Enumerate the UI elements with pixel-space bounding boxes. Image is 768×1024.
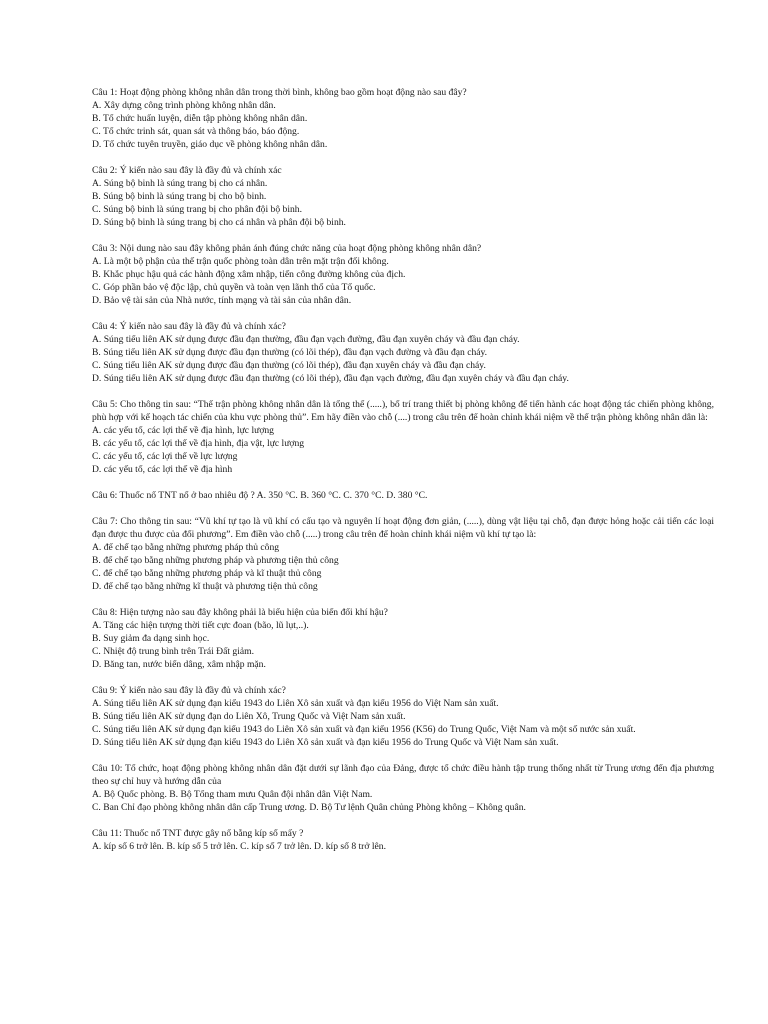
answer-option: C. Súng bộ binh là súng trang bị cho phân đội bộ binh. xyxy=(92,204,302,215)
answer-option: B. Suy giảm đa dạng sinh học. xyxy=(92,633,210,644)
document-body xyxy=(92,86,714,866)
question-4 xyxy=(92,320,714,385)
question-5 xyxy=(92,398,714,476)
answer-option: B. để chế tạo bằng những phương pháp và phương tiện thủ công xyxy=(92,555,339,566)
answer-option: A. Xây dựng công trình phòng không nhân dân. xyxy=(92,100,276,111)
question-text: Câu 1: Hoạt động phòng không nhân dân trong thời bình, không bao gồm hoạt động nào sau đây? xyxy=(92,87,467,98)
question-6 xyxy=(92,489,714,502)
answer-option: A. Súng tiểu liên AK sử dụng đạn kiểu 1943 do Liên Xô sản xuất và đạn kiểu 1956 do Việt Nam sản xuất. xyxy=(92,698,499,709)
answer-option: A. Súng tiểu liên AK sử dụng được đầu đạn thường, đầu đạn vạch đường, đầu đạn xuyên cháy và đầu đạn cháy. xyxy=(92,334,520,345)
answer-option: B. Tổ chức huấn luyện, diễn tập phòng không nhân dân. xyxy=(92,113,308,124)
answer-option: C. để chế tạo bằng những phương pháp và kĩ thuật thủ công xyxy=(92,568,322,579)
question-9 xyxy=(92,684,714,749)
answer-option: D. Tổ chức tuyên truyền, giáo dục về phòng không nhân dân. xyxy=(92,139,328,150)
question-10 xyxy=(92,762,714,814)
question-1 xyxy=(92,86,714,151)
answer-option: C. Nhiệt độ trung bình trên Trái Đất giảm. xyxy=(92,646,255,657)
question-text: Câu 9: Ý kiến nào sau đây là đầy đủ và chính xác? xyxy=(92,685,286,696)
answer-option: A. kíp số 6 trở lên. B. kíp số 5 trở lên. C. kíp số 7 trở lên. D. kíp số 8 trở lên. xyxy=(92,841,386,852)
answer-option: B. Khắc phục hậu quả các hành động xâm nhập, tiến công đường không của địch. xyxy=(92,269,406,280)
answer-option: C. Góp phần bảo vệ độc lập, chủ quyền và toàn vẹn lãnh thổ của Tổ quốc. xyxy=(92,282,376,293)
answer-option: B. Súng tiểu liên AK sử dụng được đầu đạn thường (có lõi thép), đầu đạn vạch đường và đầu đạn cháy. xyxy=(92,347,488,358)
answer-option: A. Tăng các hiện tượng thời tiết cực đoan (bão, lũ lụt,..). xyxy=(92,620,309,631)
answer-option: C. Súng tiểu liên AK sử dụng đạn kiểu 1943 do Liên Xô sản xuất và đạn kiểu 1956 (K56) do Trung Quốc, Việt Nam và một số nước sản xuất. xyxy=(92,724,636,735)
answer-option: A. các yếu tố, các lợi thế về địa hình, lực lượng xyxy=(92,425,274,436)
answer-option: D. Súng tiểu liên AK sử dụng đạn kiểu 1943 do Liên Xô sản xuất và đạn kiểu 1956 do Trung Quốc và Việt Nam sản xuất. xyxy=(92,737,559,748)
answer-option: D. Bảo vệ tài sản của Nhà nước, tính mạng và tài sản của nhân dân. xyxy=(92,295,352,306)
question-text: Câu 10: Tổ chức, hoạt động phòng không nhân dân đặt dưới sự lãnh đạo của Đảng, được tổ chức điều hành tập trung thống nhất từ Trung ương đến địa phương theo sự chỉ huy và hướng dẫn của xyxy=(92,763,714,787)
answer-option: A. để chế tạo bằng những phương pháp thủ công xyxy=(92,542,280,553)
answer-option: D. để chế tạo bằng những kĩ thuật và phương tiện thủ công xyxy=(92,581,318,592)
question-text: Câu 3: Nội dung nào sau đây không phản ánh đúng chức năng của hoạt động phòng không nhân dân? xyxy=(92,243,482,254)
answer-option: D. Súng bộ binh là súng trang bị cho cá nhân và phân đội bộ binh. xyxy=(92,217,346,228)
answer-option: B. Súng tiểu liên AK sử dụng đạn do Liên Xô, Trung Quốc và Việt Nam sản xuất. xyxy=(92,711,406,722)
answer-option: D. Súng tiểu liên AK sử dụng được đầu đạn thường (có lõi thép), đầu đạn vạch đường, đầu đạn xuyên cháy và đầu đạn cháy. xyxy=(92,373,569,384)
answer-option: C. Ban Chỉ đạo phòng không nhân dân cấp Trung ương. D. Bộ Tư lệnh Quân chủng Phòng không – Không quân. xyxy=(92,802,526,813)
question-text: Câu 4: Ý kiến nào sau đây là đầy đủ và chính xác? xyxy=(92,321,286,332)
answer-option: A. Là một bộ phận của thế trận quốc phòng toàn dân trên mặt trận đối không. xyxy=(92,256,389,267)
question-text: Câu 7: Cho thông tin sau: “Vũ khí tự tạo là vũ khí có cấu tạo và nguyên lí hoạt động đơn giản, (.....), dùng vật liệu tại chỗ, đạn được hỏng hoặc cải tiến các loại đạn được thu được của đối phương”. Em điền vào chỗ (.....) trong câu trên để hoàn chỉnh khái niệm vũ khí tự tạo là: xyxy=(92,516,714,540)
question-text: Câu 11: Thuốc nổ TNT được gây nổ bằng kíp số mấy ? xyxy=(92,828,304,839)
answer-option: A. Súng bộ binh là súng trang bị cho cá nhân. xyxy=(92,178,268,189)
answer-option: C. Tổ chức trinh sát, quan sát và thông báo, báo động. xyxy=(92,126,300,137)
question-text: Câu 8: Hiện tượng nào sau đây không phải là biểu hiện của biến đổi khí hậu? xyxy=(92,607,388,618)
answer-option: D. các yếu tố, các lợi thế về địa hình xyxy=(92,464,233,475)
question-8 xyxy=(92,606,714,671)
answer-option: B. Súng bộ binh là súng trang bị cho bộ binh. xyxy=(92,191,267,202)
answer-option: B. các yếu tố, các lợi thế về địa hình, địa vật, lực lượng xyxy=(92,438,305,449)
question-7 xyxy=(92,515,714,593)
question-11 xyxy=(92,827,714,853)
answer-option: A. Bộ Quốc phòng. B. Bộ Tổng tham mưu Quân đội nhân dân Việt Nam. xyxy=(92,789,373,800)
question-text: Câu 6: Thuốc nổ TNT nổ ở bao nhiêu độ ? A. 350 °C. B. 360 °C. C. 370 °C. D. 380 °C. xyxy=(92,490,428,501)
question-2 xyxy=(92,164,714,229)
question-text: Câu 5: Cho thông tin sau: “Thế trận phòng không nhân dân là tổng thể (.....), bố trí trang thiết bị phòng không để tiến hành các hoạt động tác chiến phòng không, phù hợp với kế hoạch tác chiến của khu vực phòng thủ”. Em hãy điền vào chỗ (....) trong câu trên để hoàn chỉnh khái niệm về thế trận phòng không nhân dân là: xyxy=(92,399,714,423)
answer-option: C. Súng tiểu liên AK sử dụng được đầu đạn thường (có lõi thép), đầu đạn xuyên cháy và đầu đạn cháy. xyxy=(92,360,486,371)
answer-option: C. các yếu tố, các lợi thế về lực lượng xyxy=(92,451,238,462)
question-3 xyxy=(92,242,714,307)
question-text: Câu 2: Ý kiến nào sau đây là đầy đủ và chính xác xyxy=(92,165,282,176)
answer-option: D. Băng tan, nước biển dâng, xâm nhập mặn. xyxy=(92,659,266,670)
